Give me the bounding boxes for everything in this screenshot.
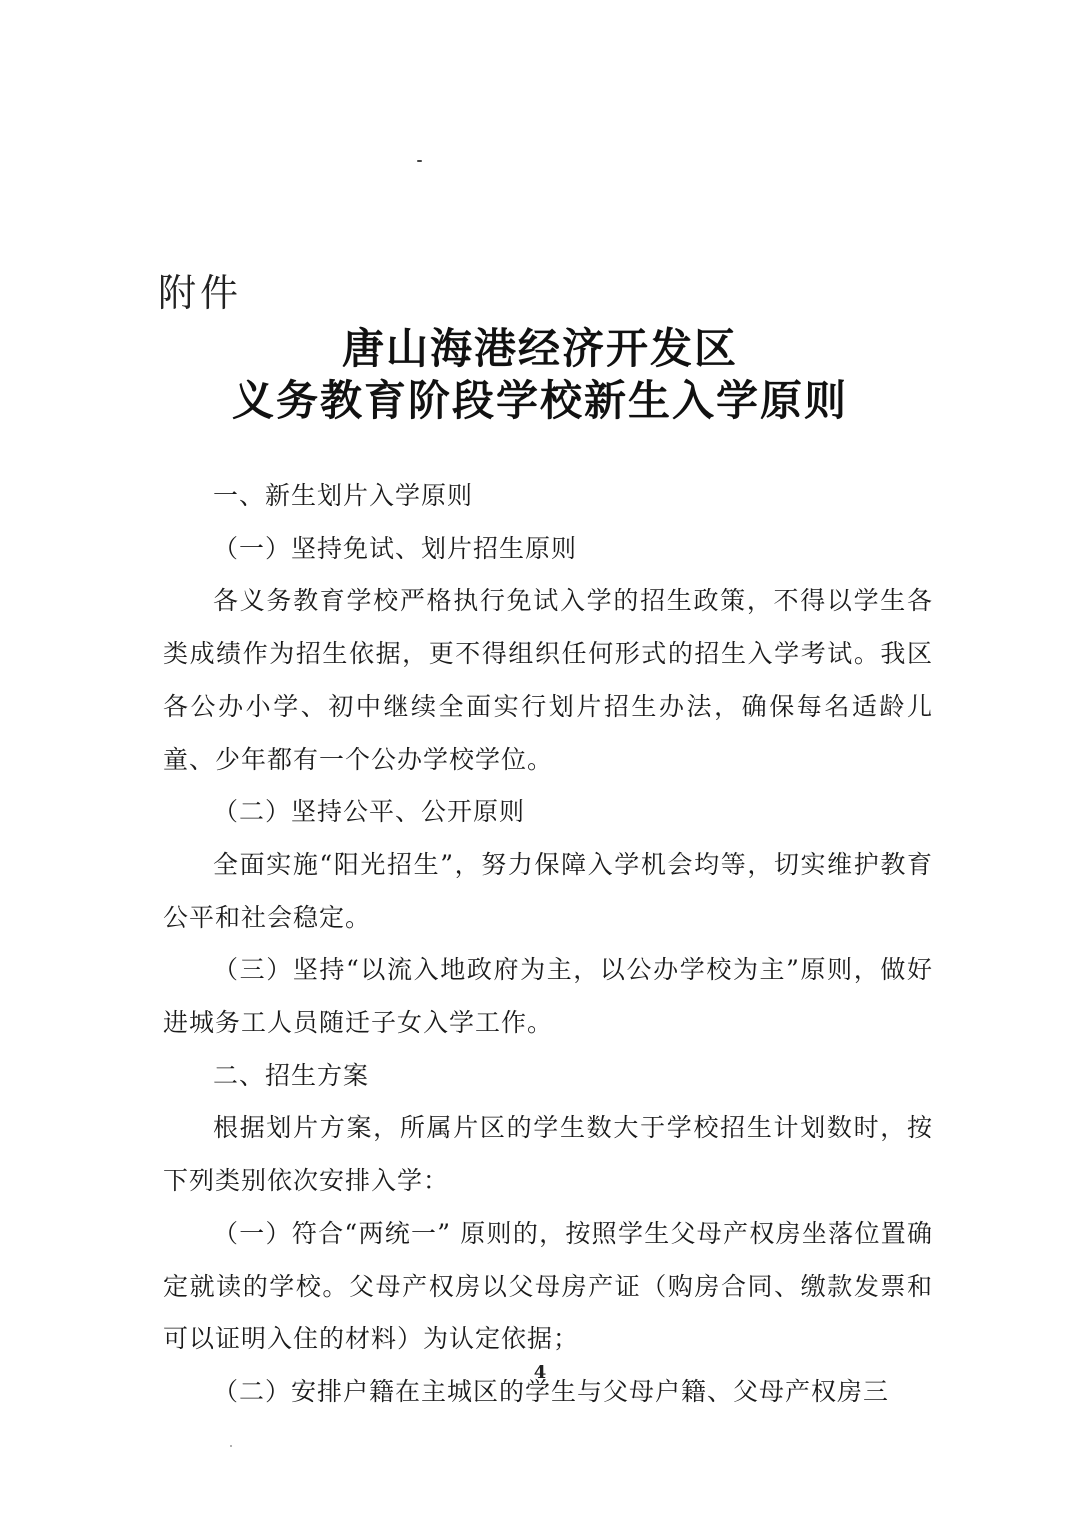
subsection-heading-1-2: （二）坚持公平、公开原则 — [213, 797, 526, 827]
scan-speck — [417, 160, 422, 162]
paragraph: 根据划片方案，所属片区的学生数大于学校招生计划数时，按下列类别依次安排入学： — [163, 1113, 933, 1196]
document-title-line1: 唐山海港经济开发区 — [341, 324, 738, 373]
paragraph: 各义务教育学校严格执行免试入学的招生政策，不得以学生各类成绩作为招生依据，更不得组织任何形式的招生入学考试。我区各公办小学、初中继续全面实行划片招生办法，确保每名适龄儿童、少年都有一个公办学校学位。 — [163, 586, 933, 774]
scan-speck — [230, 1445, 232, 1447]
paragraph: 全面实施“阳光招生”，努力保障入学机会均等，切实维护教育公平和社会稳定。 — [163, 849, 933, 932]
section-heading-2: 二、招生方案 — [213, 1060, 370, 1090]
document-title-line2: 义务教育阶段学校新生入学原则 — [231, 376, 848, 425]
list-item: （二）安排户籍在主城区的学生与父母户籍、父母产权房三 — [213, 1376, 890, 1406]
list-item: （一）符合“两统一” 原则的，按照学生父母产权房坐落位置确定就读的学校。父母产权房以父母房产证（购房合同、缴款发票和可以证明入住的材料）为认定依据； — [163, 1218, 933, 1354]
subsection-heading-1-3: （三）坚持“以流入地政府为主，以公办学校为主”原则，做好进城务工人员随迁子女入学工作。 — [163, 955, 933, 1038]
subsection-heading-1-1: （一）坚持免试、划片招生原则 — [213, 533, 578, 563]
page-number: 4 — [533, 1362, 547, 1383]
document-body — [163, 470, 933, 1419]
section-heading-1: 一、新生划片入学原则 — [213, 481, 474, 510]
attachment-label: 附件 — [158, 271, 243, 315]
